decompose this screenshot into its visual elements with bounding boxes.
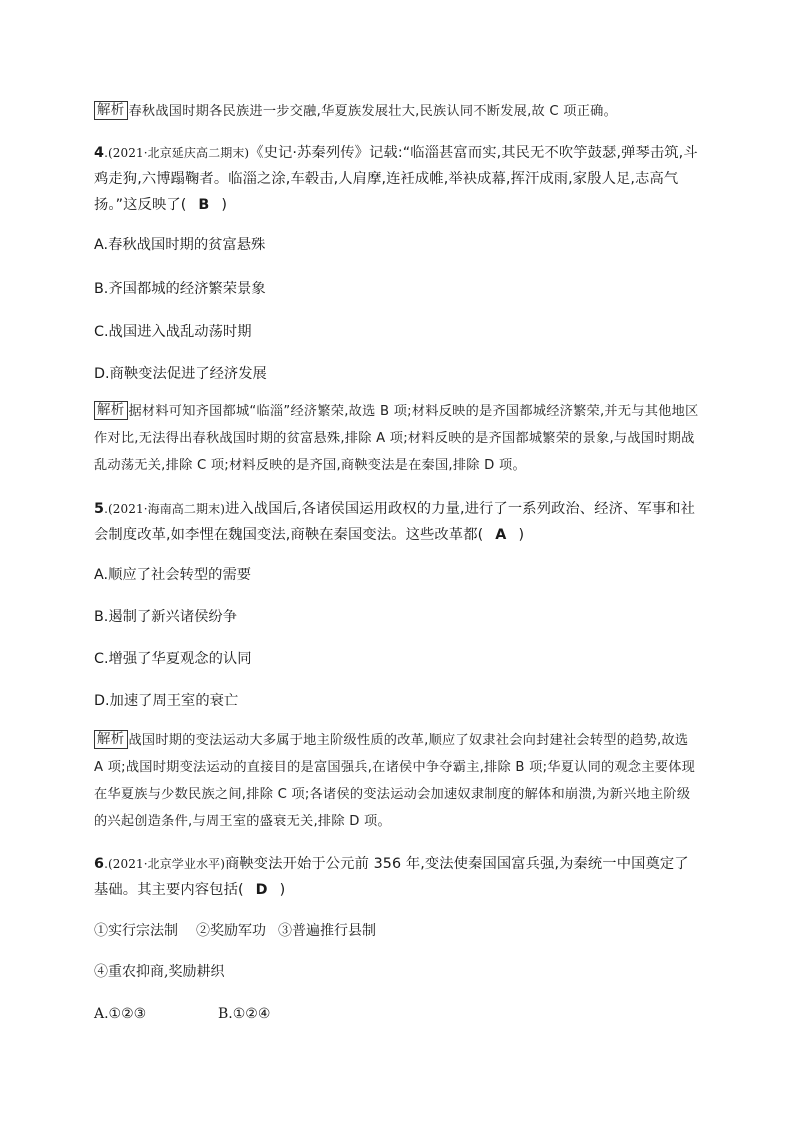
- question-stem: 《史记·苏秦列传》记载:“临淄甚富而实,其民无不吹竽鼓瑟,弹琴击筑,斗鸡走狗,六博蹋鞠者。临淄之涂,车毂击,人肩摩,连衽成帷,举袂成幕,挥汗成雨,家殷人足,志高气扬。”这反映了(: [94, 145, 698, 213]
- question-6: 6.(2021·北京学业水平)商鞅变法开始于公元前 356 年,变法使秦国国富兵强,为秦统一中国奠定了基础。其主要内容包括( D ): [94, 856, 689, 898]
- analysis-q5: [94, 727, 700, 835]
- analysis-q4: [94, 398, 700, 479]
- question-number: 5: [94, 501, 105, 517]
- analysis-text: 春秋战国时期各民族进一步交融,华夏族发展壮大,民族认同不断发展,故 C 项正确。: [128, 104, 618, 119]
- analysis-tag: 解析: [94, 401, 128, 420]
- analysis-tag: 解析: [94, 730, 128, 749]
- option-b: B.齐国都城的经济繁荣景象: [94, 281, 266, 297]
- option-d: D.商鞅变法促进了经济发展: [94, 366, 267, 382]
- option-c: C.战国进入战乱动荡时期: [94, 324, 252, 340]
- option-a: A.①②③: [94, 1006, 147, 1022]
- question-stem: 商鞅变法开始于公元前 356 年,变法使秦国国富兵强,为秦统一中国奠定了基础。其主要内容包括(: [94, 856, 689, 898]
- answer-letter: D: [255, 882, 268, 898]
- analysis-text: 据材料可知齐国都城“临淄”经济繁荣,故选 B 项;材料反映的是齐国都城经济繁荣,并无与其他地区作对比,无法得出春秋战国时期的贫富悬殊,排除 A 项;材料反映的是齐国都城繁荣的景象,与战国时期战乱动荡无关,排除 C 项;材料反映的是齐国,商鞅变法是在秦国,排除 D 项。: [94, 404, 699, 473]
- option-d: D.加速了周王室的衰亡: [94, 693, 239, 709]
- item-4: ④重农抑商,奖励耕织: [94, 964, 225, 980]
- item-2: ②奖励军功: [196, 923, 266, 939]
- item-1: ①实行宗法制: [94, 923, 178, 939]
- question-stem: 进入战国后,各诸侯国运用政权的力量,进行了一系列政治、经济、军事和社会制度改革,如李悝在魏国变法,商鞅在秦国变法。这些改革都(: [94, 501, 695, 543]
- option-b: B.遏制了新兴诸侯纷争: [94, 609, 238, 625]
- analysis-q3: [94, 98, 700, 125]
- question-source: .(2021·北京学业水平): [104, 857, 225, 871]
- option-b: B.①②④: [218, 1006, 271, 1022]
- answer-letter: A: [495, 527, 507, 543]
- question-number: 6: [94, 856, 105, 872]
- question-5: 5.(2021·海南高二期末)进入战国后,各诸侯国运用政权的力量,进行了一系列政治、经济、军事和社会制度改革,如李悝在魏国变法,商鞅在秦国变法。这些改革都( A ): [94, 501, 695, 543]
- question-source: .(2021·海南高二期末): [104, 502, 225, 516]
- item-3: ③普遍推行县制: [278, 923, 376, 939]
- question-source: .(2021·北京延庆高二期末): [104, 146, 250, 160]
- question-4: 4.(2021·北京延庆高二期末)《史记·苏秦列传》记载:“临淄甚富而实,其民无不吹竽鼓瑟,弹琴击筑,斗鸡走狗,六博蹋鞠者。临淄之涂,车毂击,人肩摩,连衽成帷,举袂成幕,挥汗成雨,家殷人足,志高气扬。”这反映了( B ): [94, 145, 698, 213]
- analysis-text: 战国时期的变法运动大多属于地主阶级性质的改革,顺应了奴隶社会向封建社会转型的趋势,故选 A 项;战国时期变法运动的直接目的是富国强兵,在诸侯中争夺霸主,排除 B 项;华夏认同的观念主要体现在华夏族与少数民族之间,排除 C 项;各诸侯的变法运动会加速奴隶制度的解体和崩溃,为新兴地主阶级的兴起创造条件,与周王室的盛衰无关,排除 D 项。: [94, 733, 696, 829]
- analysis-tag: 解析: [94, 101, 128, 120]
- option-a: A.春秋战国时期的贫富悬殊: [94, 237, 266, 253]
- option-c: C.增强了华夏观念的认同: [94, 651, 252, 667]
- answer-letter: B: [198, 197, 210, 213]
- question-number: 4: [94, 145, 105, 161]
- option-a: A.顺应了社会转型的需要: [94, 567, 252, 583]
